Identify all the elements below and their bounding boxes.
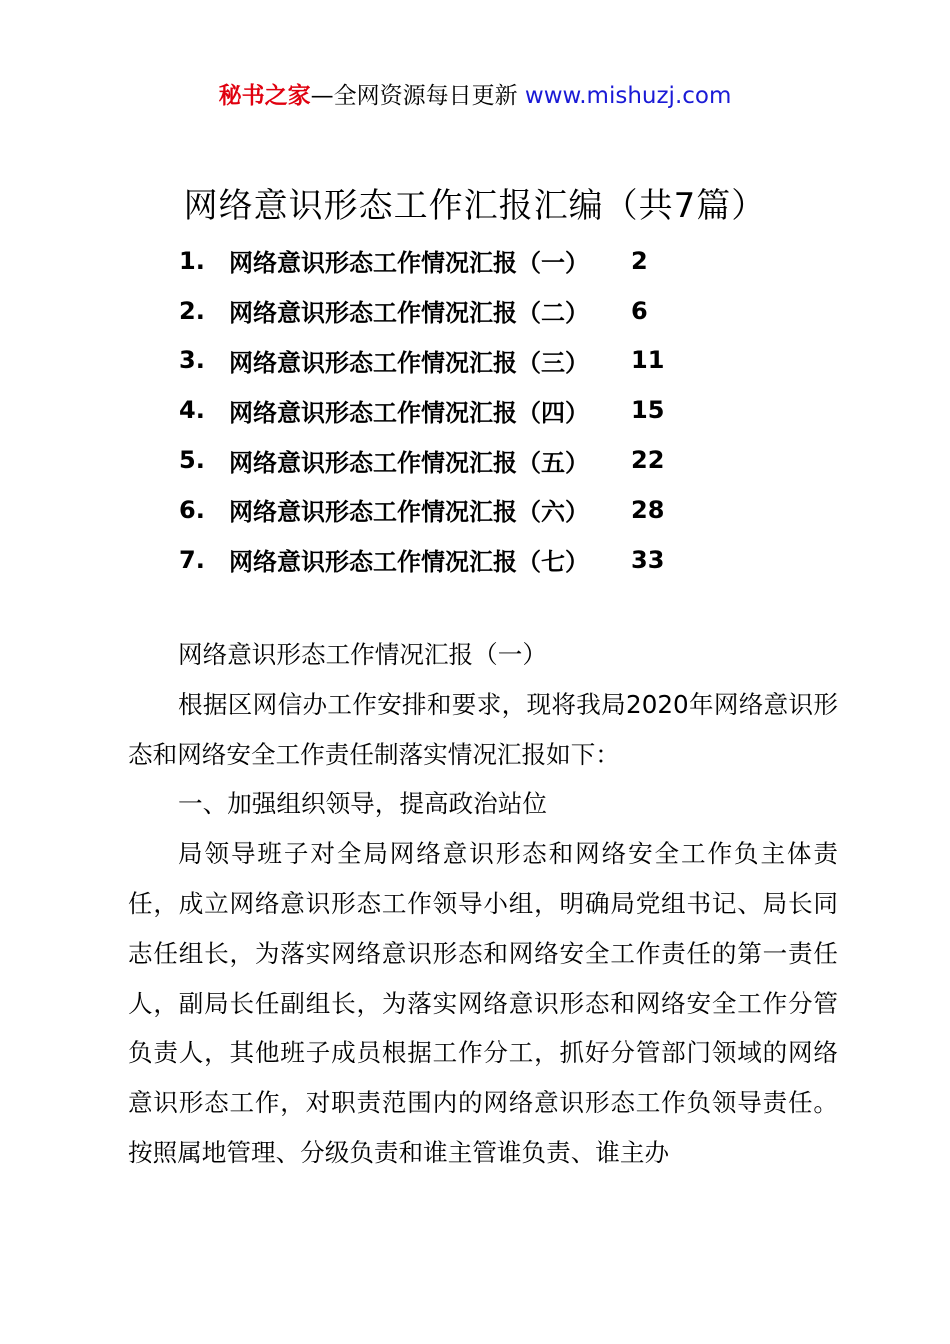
toc-item-page: 15 — [631, 396, 665, 425]
toc-item-number: 5. — [179, 446, 205, 475]
toc-item-page: 6 — [631, 296, 648, 325]
toc-item-title: 网络意识形态工作情况汇报（六） — [229, 498, 589, 527]
toc-item-number: 4. — [179, 396, 205, 425]
toc-item-number: 1. — [179, 246, 205, 275]
toc-item-number: 7. — [179, 545, 205, 574]
toc-item[interactable] — [179, 535, 779, 585]
section-title: 网络意识形态工作情况汇报（一） — [178, 640, 547, 669]
table-of-contents — [179, 236, 779, 585]
toc-item-page: 11 — [631, 346, 665, 375]
toc-item[interactable] — [179, 385, 779, 435]
toc-item[interactable] — [179, 435, 779, 485]
body-paragraph: 局领导班子对全局网络意识形态和网络安全工作负主体责任，成立网络意识形态工作领导小组，明确局党组书记、局长同志任组长，为落实网络意识形态和网络安全工作责任的第一责任人，副局长任副组长，为落实网络意识形态和网络安全工作分管负责人，其他班子成员根据工作分工，抓好分管部门领域的网络意识形态工作，对职责范围内的网络意识形态工作负领导责任。按照属地管理、分级负责和谁主管谁负责、谁主办 — [128, 839, 838, 1167]
toc-item-title: 网络意识形态工作情况汇报（七） — [229, 548, 589, 577]
document-title: 网络意识形态工作汇报汇编（共7篇） — [183, 186, 767, 226]
document-body — [128, 630, 838, 1178]
site-url-link[interactable]: www.mishuzj.com — [524, 83, 732, 109]
toc-item-title: 网络意识形态工作情况汇报（二） — [229, 299, 589, 328]
toc-item-page: 2 — [631, 246, 648, 275]
toc-item[interactable] — [179, 286, 779, 336]
toc-item[interactable] — [179, 485, 779, 535]
toc-item-page: 33 — [631, 545, 665, 574]
toc-item-title: 网络意识形态工作情况汇报（四） — [229, 398, 589, 427]
toc-item-title: 网络意识形态工作情况汇报（三） — [229, 348, 589, 377]
toc-item-number: 2. — [179, 296, 205, 325]
site-header — [0, 80, 950, 112]
toc-item[interactable] — [179, 336, 779, 386]
toc-item-title: 网络意识形态工作情况汇报（一） — [229, 249, 589, 278]
site-brand: 秘书之家 — [218, 83, 311, 109]
toc-item-number: 6. — [179, 495, 205, 524]
site-tagline: —全网资源每日更新 — [310, 83, 525, 109]
body-paragraph: 根据区网信办工作安排和要求，现将我局2020年网络意识形态和网络安全工作责任制落实情况汇报如下： — [128, 689, 838, 769]
toc-item-number: 3. — [179, 346, 205, 375]
toc-item[interactable] — [179, 236, 779, 286]
toc-item-title: 网络意识形态工作情况汇报（五） — [229, 448, 589, 477]
toc-item-page: 28 — [631, 495, 665, 524]
toc-item-page: 22 — [631, 446, 665, 475]
section-heading: 一、加强组织领导，提高政治站位 — [178, 789, 547, 819]
